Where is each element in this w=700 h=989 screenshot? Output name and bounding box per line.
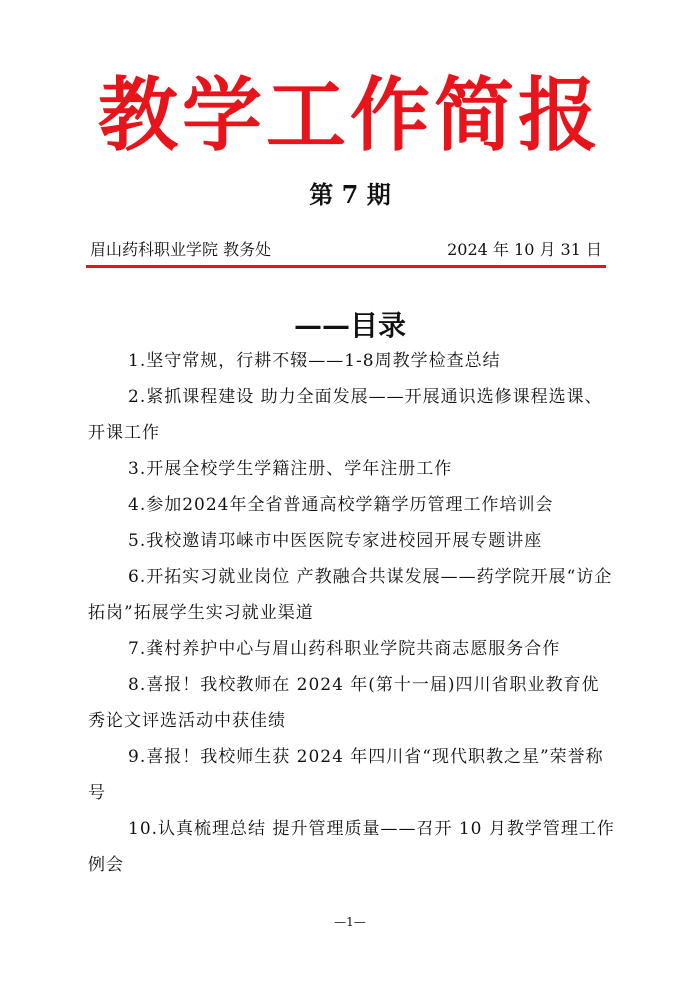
toc-item-4: 4.参加2024年全省普通高校学籍学历管理工作培训会: [128, 495, 554, 515]
toc-item-7: 7.龚村养护中心与眉山药科职业学院共商志愿服务合作: [128, 639, 561, 659]
toc-item-2: 2.紧抓课程建设 助力全面发展——开展通识选修课程选课、开课工作: [88, 387, 603, 443]
toc-item-6: 6.开拓实习就业岗位 产教融合共谋发展——药学院开展“访企拓岗”拓展学生实习就业渠道: [88, 567, 613, 623]
department-label: 眉山药科职业学院 教务处: [90, 240, 272, 259]
toc-title: ——目录: [293, 309, 406, 342]
page-number: —1—: [334, 915, 366, 929]
toc-item-5: 5.我校邀请邛崃市中医医院专家进校园开展专题讲座: [128, 531, 543, 551]
header-divider: [86, 265, 606, 268]
toc-list: [88, 343, 616, 883]
toc-item-1: 1.坚守常规，行耕不辍——1-8周教学检查总结: [128, 351, 501, 371]
toc-item-10: 10.认真梳理总结 提升管理质量——召开 10 月教学管理工作例会: [88, 819, 615, 875]
masthead-title: 教学工作简报: [98, 68, 602, 162]
publication-date: 2024 年 10 月 31 日: [447, 240, 602, 259]
toc-item-8: 8.喜报！我校教师在 2024 年(第十一届)四川省职业教育优秀论文评选活动中获佳绩: [88, 675, 600, 731]
toc-item-9: 9.喜报！我校师生获 2024 年四川省“现代职教之星”荣誉称号: [88, 747, 604, 803]
toc-item-3: 3.开展全校学生学籍注册、学年注册工作: [128, 459, 453, 479]
issue-number: 第 7 期: [309, 180, 391, 209]
